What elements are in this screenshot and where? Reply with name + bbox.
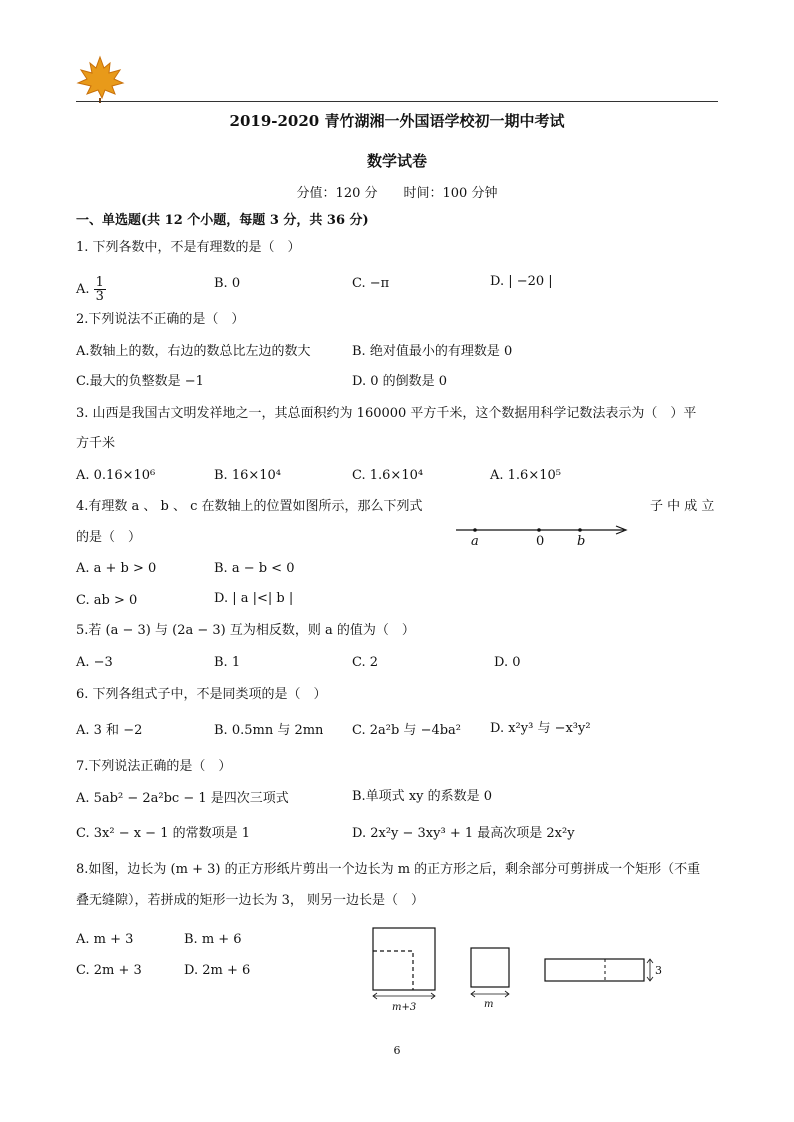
fig-label-big: m+3 xyxy=(392,1002,417,1013)
number-line-label-b: b xyxy=(577,534,586,549)
q3-option-d: A. 1.6×10⁵ xyxy=(490,468,561,483)
q6-option-a: A. 3 和 −2 xyxy=(76,723,143,738)
q8-option-c: C. 2m + 3 xyxy=(76,963,142,978)
q7-option-d: D. 2x²y − 3xy³ + 1 最高次项是 2x²y xyxy=(352,826,575,841)
q3-stem-line2: 方千米 xyxy=(76,436,116,451)
q8-stem-line1: 8.如图，边长为 (m + 3) 的正方形纸片剪出一个边长为 m 的正方形之后，剩余部分可剪拼成一个矩形（不重 xyxy=(76,862,701,877)
q3-stem-line1: 3. 山西是我国古文明发祥地之一，其总面积约为 160000 平方千米，这个数据用科学记数法表示为（ ）平 xyxy=(76,406,697,421)
q7-option-c: C. 3x² − x − 1 的常数项是 1 xyxy=(76,826,251,841)
q2-option-c: C.最大的负整数是 −1 xyxy=(76,374,204,389)
q4-option-d: D. | a |<| b | xyxy=(214,591,294,606)
q1-fraction: $\frac{1}{3}$ xyxy=(95,275,104,304)
q7-stem: 7.下列说法正确的是（ ） xyxy=(76,759,232,774)
q7-option-a: A. 5ab² − 2a²bc − 1 是四次三项式 xyxy=(76,791,289,806)
q1-option-a: A. $\frac{1}{3}$ xyxy=(76,275,104,304)
q6-option-b: B. 0.5mn 与 2mn xyxy=(214,723,324,738)
maple-leaf-logo xyxy=(74,54,126,104)
q1-stem: 1. 下列各数中，不是有理数的是（ ） xyxy=(76,240,301,255)
q2-option-b: B. 绝对值最小的有理数是 0 xyxy=(352,344,513,359)
q2-option-d: D. 0 的倒数是 0 xyxy=(352,374,448,389)
q5-option-c: C. 2 xyxy=(352,655,379,670)
q8-stem-line2: 叠无缝隙），若拼成的矩形一边长为 3， 则另一边长是（ ） xyxy=(76,893,425,908)
q1-option-b: B. 0 xyxy=(214,276,241,291)
q3-option-b: B. 16×10⁴ xyxy=(214,468,282,483)
exam-title: 2019-2020 青竹湖湘一外国语学校初一期中考试 xyxy=(229,112,565,130)
q8-option-d: D. 2m + 6 xyxy=(184,963,251,978)
q6-option-c: C. 2a²b 与 −4ba² xyxy=(352,723,462,738)
fig-label-small: m xyxy=(484,999,494,1010)
q3-option-c: C. 1.6×10⁴ xyxy=(352,468,424,483)
number-line-label-0: 0 xyxy=(536,534,545,549)
fig-label-rect: 3 xyxy=(655,964,662,977)
q6-option-d: D. x²y³ 与 −x³y² xyxy=(490,721,591,736)
q5-option-d: D. 0 xyxy=(494,655,521,670)
q7-option-b: B.单项式 xy 的系数是 0 xyxy=(352,789,493,804)
q8-option-a: A. m + 3 xyxy=(76,932,134,947)
q4-stem-line1: 4.有理数 a 、 b 、 c 在数轴上的位置如图所示，那么下列式 xyxy=(76,499,423,514)
q2-option-a: A.数轴上的数，右边的数总比左边的数大 xyxy=(76,344,311,359)
q1-option-d: D. | −20 | xyxy=(490,274,553,289)
page-number: 6 xyxy=(393,1044,401,1057)
q4-option-c: C. ab > 0 xyxy=(76,593,138,608)
q2-stem: 2.下列说法不正确的是（ ） xyxy=(76,312,245,327)
q5-option-b: B. 1 xyxy=(214,655,241,670)
section-heading: 一、单选题(共 12 个小题，每题 3 分，共 36 分) xyxy=(76,213,369,228)
q4-stem-right: 子 中 成 立 xyxy=(650,499,715,514)
q6-stem: 6. 下列各组式子中，不是同类项的是（ ） xyxy=(76,687,327,702)
exam-subtitle: 数学试卷 xyxy=(366,152,427,170)
exam-meta: 分值：120 分 时间：100 分钟 xyxy=(296,186,498,201)
q8-option-b: B. m + 6 xyxy=(184,932,242,947)
q4-stem-line2: 的是（ ） xyxy=(76,530,142,545)
q4-option-b: B. a − b < 0 xyxy=(214,561,295,576)
number-line-label-a: a xyxy=(471,534,479,549)
q5-option-a: A. −3 xyxy=(76,655,113,670)
header-rule xyxy=(76,101,718,102)
q5-stem: 5.若 (a − 3) 与 (2a − 3) 互为相反数，则 a 的值为（ ） xyxy=(76,623,415,638)
q1-option-c: C. −π xyxy=(352,276,390,291)
q3-option-a: A. 0.16×10⁶ xyxy=(76,468,156,483)
q4-option-a: A. a + b > 0 xyxy=(76,561,157,576)
